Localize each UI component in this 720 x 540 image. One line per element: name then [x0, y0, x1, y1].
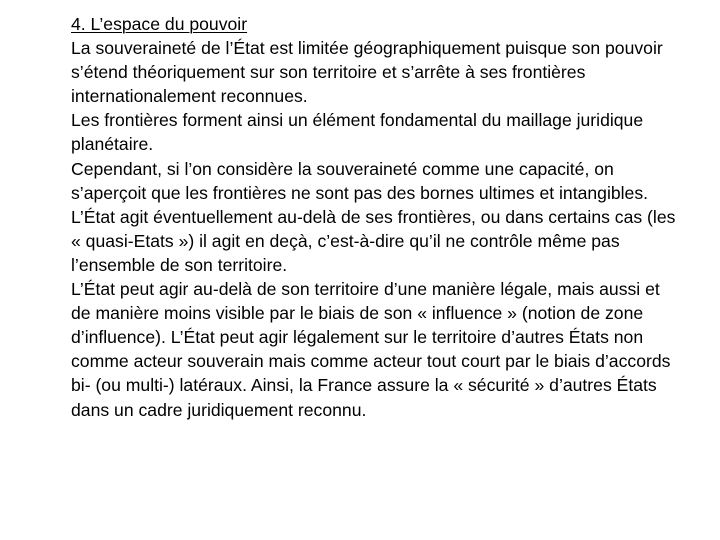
paragraph-influence: L’État peut agir au-delà de son territoire d’une manière légale, mais aussi et de manière moins visible par le biais de son « influence » (notion de zone d’influence). L’État peut agir légalement sur le territoire d’autres États non comme acteur souverain mais comme acteur tout court par le biais d’accords bi- (ou multi-) latéraux. Ainsi, la France assure la « sécurité » d’autres États dans un cadre juridiquement reconnu.: [71, 279, 671, 420]
paragraph-state-action-beyond: L’État agit éventuellement au-delà de ses frontières, ou dans certains cas (les « quasi-Etats ») il agit en deçà, c’est-à-dire qu’il ne contrôle même pas l’ensemble de son territoire.: [71, 206, 676, 275]
slide-text-block: [71, 12, 683, 422]
paragraph-sovereignty-limits: La souveraineté de l’État est limitée géographiquement puisque son pouvoir s’étend théoriquement sur son territoire et s’arrête à ses frontières internationalement reconnues.: [71, 38, 663, 107]
paragraph-borders-fundamental: Les frontières forment ainsi un élément fondamental du maillage juridique planétaire.: [71, 110, 644, 155]
section-heading: 4. L’espace du pouvoir: [71, 14, 248, 34]
paragraph-capacity-view: Cependant, si l’on considère la souveraineté comme une capacité, on s’aperçoit que les frontières ne sont pas des bornes ultimes et intangibles.: [71, 158, 649, 203]
